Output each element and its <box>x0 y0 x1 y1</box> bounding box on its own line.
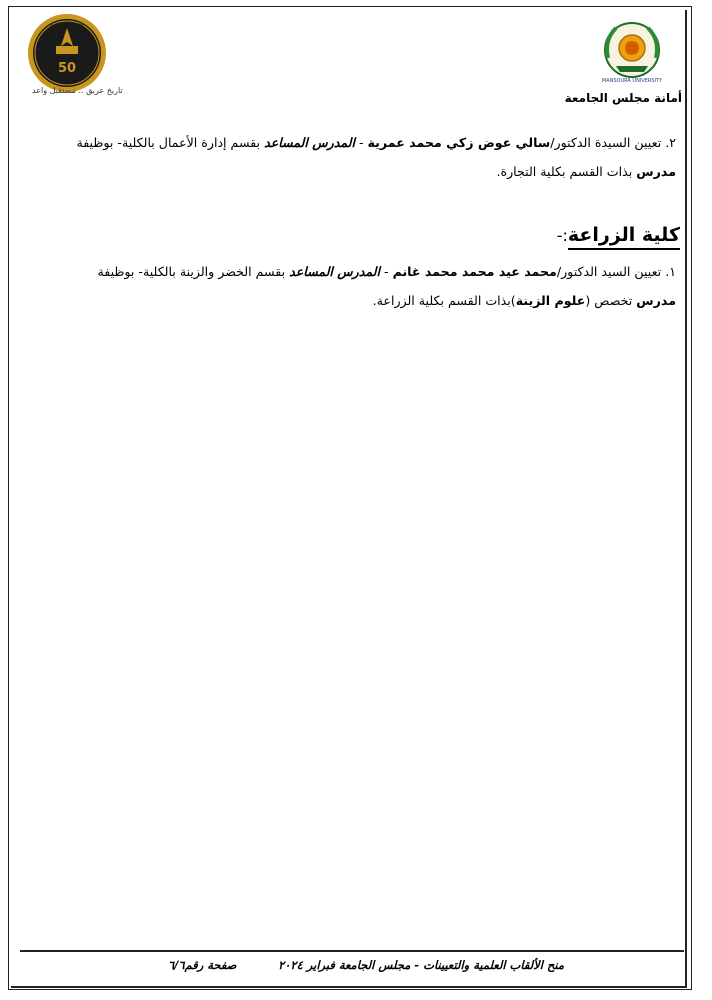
item2-name: سالي عوض زكي محمد عمرية <box>367 135 551 150</box>
item2-line2 <box>497 163 677 181</box>
item1-sep: - <box>384 264 389 279</box>
item1-specialty: علوم الزينة <box>515 293 586 308</box>
university-logo-icon <box>596 16 668 88</box>
svg-text:MANSOURA UNIVERSITY: MANSOURA UNIVERSITY <box>601 78 663 84</box>
anniversary-logo-icon <box>26 12 108 94</box>
page-frame-shadow <box>11 10 687 988</box>
svg-text:50: 50 <box>57 61 77 76</box>
item2-rest2: بذات القسم بكلية التجارة. <box>496 164 633 179</box>
page-number: صفحة رقم٦/٦ <box>168 958 237 972</box>
item2-post: مدرس <box>636 164 676 179</box>
item2-number: ٢. <box>665 135 676 150</box>
council-title: أمانة مجلس الجامعة <box>564 91 682 105</box>
section-title: كلية الزراعة <box>568 224 680 250</box>
logo-slogan: تاريخ عريق .. مستقبل واعد <box>32 86 123 95</box>
footer-rule <box>20 950 684 952</box>
footer-text: منح الألقاب العلمية والتعيينات - مجلس الجامعة فبراير ٢٠٢٤ <box>278 958 564 972</box>
item1-post: مدرس <box>636 293 676 308</box>
item1-intro: تعيين السيد الدكتور/ <box>556 264 662 279</box>
item1-rest2a: تخصص ( <box>585 293 633 308</box>
item2-line1 <box>76 134 676 152</box>
item1-role: المدرس المساعد <box>289 264 380 279</box>
item1-number: ١. <box>665 264 676 279</box>
item1-line2 <box>373 292 676 310</box>
item1-rest1: بقسم الخضر والزينة بالكلية- بوظيفة <box>97 264 286 279</box>
item2-role: المدرس المساعد <box>264 135 355 150</box>
item2-intro: تعيين السيدة الدكتور/ <box>550 135 662 150</box>
section-heading <box>557 224 680 246</box>
item1-line1 <box>97 263 676 281</box>
item2-sep: - <box>358 135 364 150</box>
item2-rest1: بقسم إدارة الأعمال بالكلية- بوظيفة <box>76 135 261 150</box>
item1-rest2b: )بذات القسم بكلية الزراعة. <box>372 293 516 308</box>
svg-text:جامعة المنصورة: جامعة المنصورة <box>50 22 84 28</box>
item1-name: محمد عيد محمد محمد غانم <box>392 264 557 279</box>
section-suffix: :- <box>556 226 568 245</box>
